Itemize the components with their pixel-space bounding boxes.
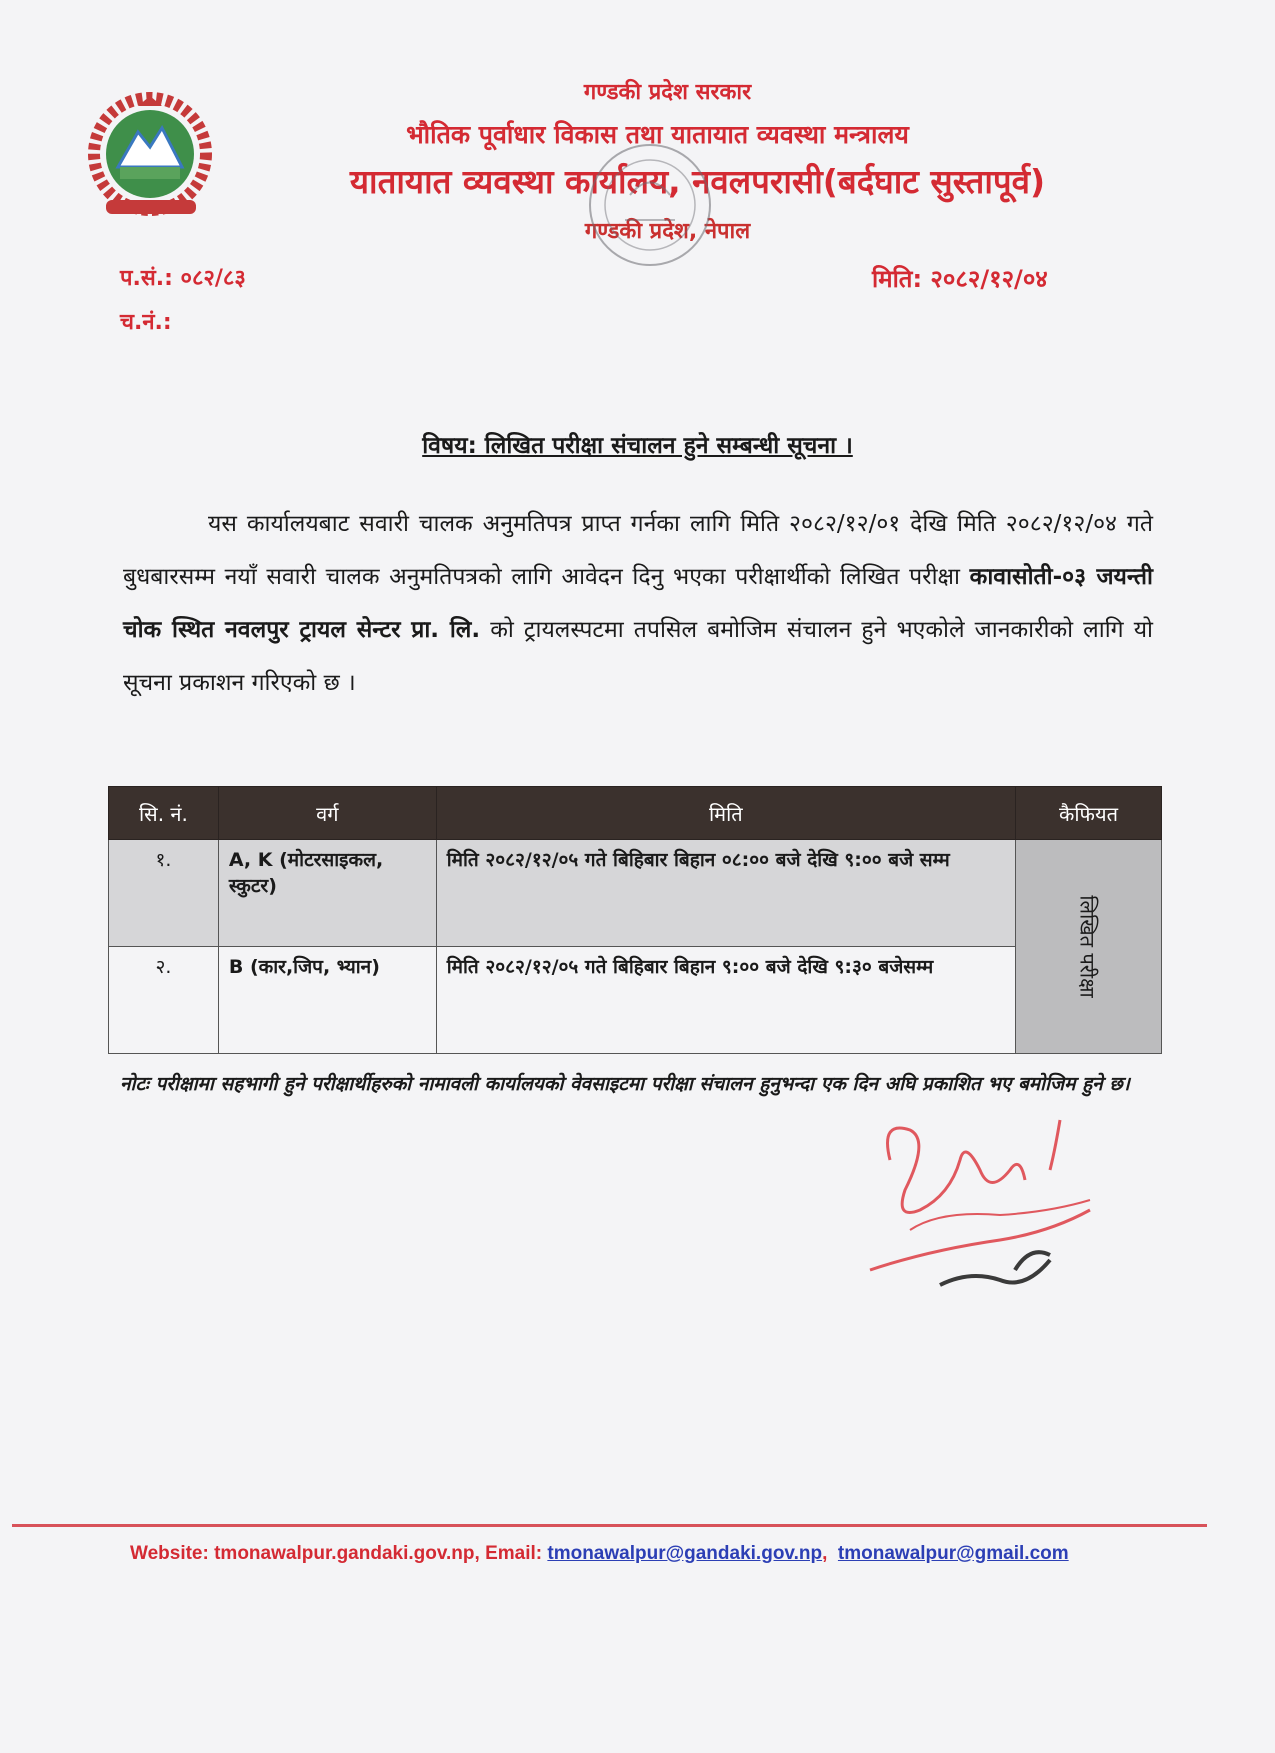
row-category: A, K (मोटरसाइकल, स्कुटर)	[218, 840, 436, 947]
row-time: मिति २०८२/१२/०५ गते बिहिबार बिहान ०८:०० बजे देखि ९:०० बजे सम्म	[436, 840, 1015, 947]
office-stamp-icon	[570, 110, 730, 300]
footer-divider	[12, 1524, 1207, 1527]
remark-text: लिखित परीक्षा	[1076, 895, 1100, 998]
ministry-title: भौतिक पूर्वाधार विकास तथा यातायात व्यवस्था मन्त्रालय	[406, 120, 909, 149]
row-category: B (कार,जिप, भ्यान)	[218, 947, 436, 1054]
body-part-2: को ट्रायलस्पटमा तपसिल बमोजिम संचालन हुने भएकोले जानकारीको लागि यो सूचना प्रकाशन गरिएको छ ।	[123, 617, 1153, 696]
signature-icon	[850, 1100, 1130, 1330]
row-remark	[1016, 840, 1162, 1054]
province-government-title: गण्डकी प्रदेश सरकार	[583, 80, 752, 105]
email-link-gandaki[interactable]: tmonawalpur@gandaki.gov.np	[547, 1543, 823, 1564]
letter-date: मिति: २०८२/१२/०४	[872, 265, 1048, 293]
table-row	[109, 840, 1162, 947]
col-header-sn: सि. नं.	[109, 787, 219, 840]
footer-website: Website: tmonawalpur.gandaki.gov.np, Email:	[130, 1543, 548, 1564]
email-link-gmail[interactable]: tmonawalpur@gmail.com	[837, 1543, 1069, 1564]
notice-subject	[0, 428, 1275, 460]
table-row	[109, 947, 1162, 1054]
notice-note: नोटः परीक्षामा सहभागी हुने परीक्षार्थीहरुको नामावली कार्यालयको वेवसाइटमा परीक्षा संचालन हुनुभन्दा एक दिन अघि प्रकाशित भए बमोजिम हुने छ।	[120, 1073, 1130, 1095]
col-header-date: मिति	[436, 787, 1015, 840]
exam-schedule-table	[108, 786, 1162, 1054]
subject-text: विषय: लिखित परीक्षा संचालन हुने सम्बन्धी सूचना ।	[422, 433, 853, 459]
row-sn: १.	[109, 840, 219, 947]
notice-body	[123, 498, 1153, 710]
col-header-category: वर्ग	[218, 787, 436, 840]
footer-separator: ,	[822, 1543, 838, 1564]
office-title: यातायात व्यवस्था कार्यालय, नवलपरासी(बर्दघाट सुस्तापूर्व)	[349, 162, 1046, 201]
dispatch-number: च.नं.:	[120, 310, 172, 335]
office-address: गण्डकी प्रदेश, नेपाल	[584, 219, 751, 244]
body-part-1: यस कार्यालयबाट सवारी चालक अनुमतिपत्र प्राप्त गर्नका लागि मिति २०८२/१२/०१ देखि मिति २०८२/१२/०४ गते बुधबारसम्म नयाँ सवारी चालक अनुमतिपत्रको लागि आवेदन दिनु भएका परीक्षार्थीको लिखित परीक्षा	[123, 511, 1153, 590]
col-header-remark: कैफियत	[1016, 787, 1162, 840]
footer-contact	[130, 1543, 1069, 1565]
table-header-row	[109, 787, 1162, 840]
row-time: मिति २०८२/१२/०५ गते बिहिबार बिहान ९:०० बजे देखि ९:३० बजेसम्म	[436, 947, 1015, 1054]
reference-number: प.सं.: ०८२/८३	[120, 266, 246, 291]
row-sn: २.	[109, 947, 219, 1054]
body-venue: कावासोती-०३ जयन्ती चोक स्थित नवलपुर ट्रायल सेन्टर प्रा. लि.	[123, 564, 1153, 643]
